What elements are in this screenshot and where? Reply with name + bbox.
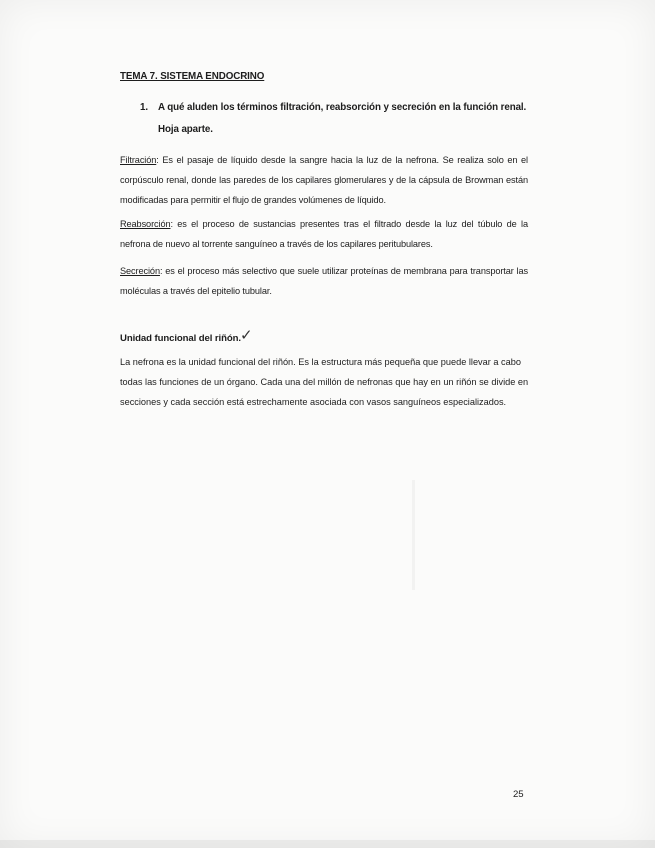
question-number: 1.: [140, 102, 148, 113]
page-number: 25: [513, 789, 524, 800]
check-mark-icon: ✓: [240, 326, 253, 344]
definition-term: Secreción: [120, 266, 160, 276]
definition-term: Filtración: [120, 155, 157, 165]
paper-bottom-edge: [0, 840, 655, 848]
paper-crease: [412, 480, 415, 590]
definition-text: : Es el pasaje de líquido desde la sangre hacia la luz de la nefrona. Se realiza solo en el corpúsculo renal, donde las paredes de los capilares glomerulares y de la cápsula de Browman están modificadas para permitir el flujo de grandes volúmenes de líquido.: [120, 155, 528, 205]
document-heading: TEMA 7. SISTEMA ENDOCRINO: [120, 71, 265, 82]
section-title: Unidad funcional del riñón.: [120, 333, 241, 344]
question-subtext: Hoja aparte.: [158, 124, 213, 135]
section-paragraph: La nefrona es la unidad funcional del riñón. Es la estructura más pequeña que puede llevar a cabo todas las funciones de un órgano. Cada una del millón de nefronas que hay en un riñón se divide en secciones y cada sección está estrechamente asociada con vasos sanguíneos especializados.: [120, 357, 529, 407]
definition-filtracion: [120, 150, 528, 210]
definition-text: : es el proceso de sustancias presentes tras el filtrado desde la luz del túbulo de la nefrona de nuevo al torrente sanguíneo a través de los capilares peritubulares.: [120, 219, 528, 249]
question-text: A qué aluden los términos filtración, reabsorción y secreción en la función renal.: [158, 102, 527, 113]
definition-term: Reabsorción: [120, 219, 171, 229]
definition-text: : es el proceso más selectivo que suele utilizar proteínas de membrana para transportar las moléculas a través del epitelio tubular.: [120, 266, 528, 296]
definition-reabsorcion: [120, 214, 528, 254]
definition-secrecion: [120, 261, 528, 301]
